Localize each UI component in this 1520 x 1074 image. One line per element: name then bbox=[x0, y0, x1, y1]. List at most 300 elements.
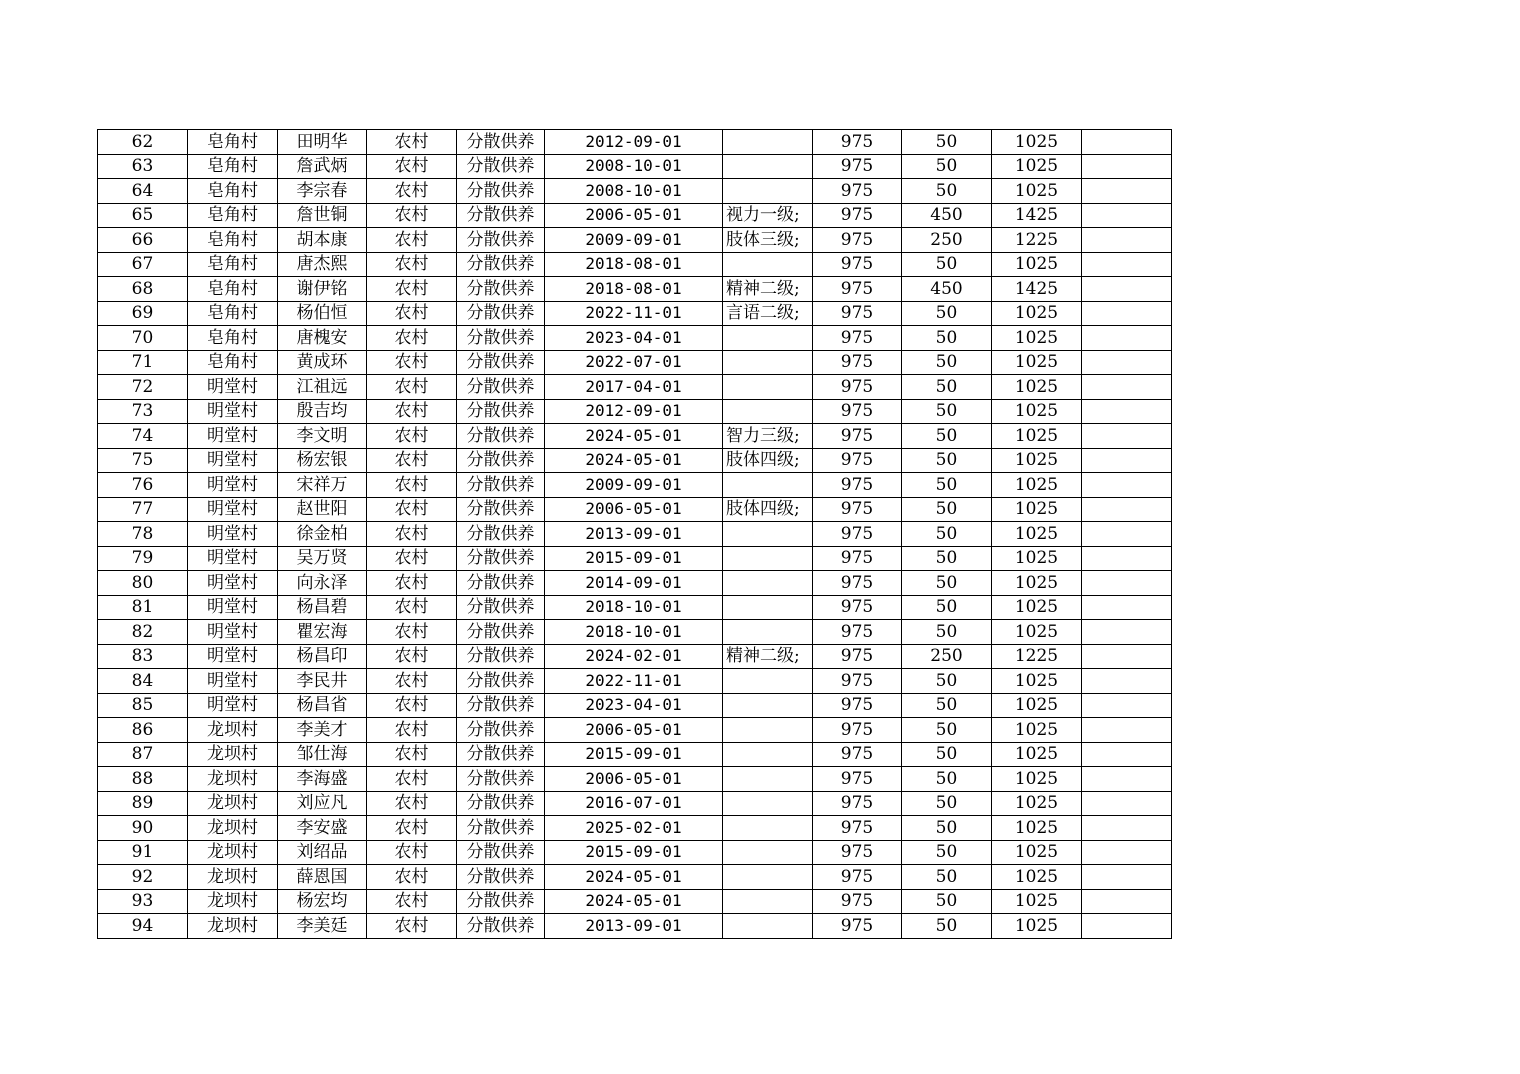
cell-disability-note bbox=[723, 693, 813, 718]
cell-start-date: 2015-09-01 bbox=[545, 546, 723, 571]
cell-support-mode: 分散供养 bbox=[457, 179, 545, 204]
cell-village: 龙坝村 bbox=[188, 865, 278, 890]
cell-extra bbox=[1082, 816, 1172, 841]
cell-name: 杨宏均 bbox=[278, 889, 367, 914]
cell-base-amount: 975 bbox=[813, 497, 902, 522]
cell-name: 唐杰熙 bbox=[278, 252, 367, 277]
cell-village: 明堂村 bbox=[188, 424, 278, 449]
cell-base-amount: 975 bbox=[813, 277, 902, 302]
cell-name: 谢伊铭 bbox=[278, 277, 367, 302]
cell-support-mode: 分散供养 bbox=[457, 350, 545, 375]
table-row bbox=[98, 179, 1172, 204]
cell-area-type: 农村 bbox=[367, 252, 457, 277]
cell-total-amount: 1025 bbox=[992, 522, 1082, 547]
cell-start-date: 2008-10-01 bbox=[545, 179, 723, 204]
cell-start-date: 2006-05-01 bbox=[545, 767, 723, 792]
table-row bbox=[98, 914, 1172, 939]
cell-extra bbox=[1082, 130, 1172, 155]
cell-village: 皂角村 bbox=[188, 130, 278, 155]
cell-name: 徐金柏 bbox=[278, 522, 367, 547]
cell-support-mode: 分散供养 bbox=[457, 718, 545, 743]
table-row bbox=[98, 448, 1172, 473]
cell-name: 李海盛 bbox=[278, 767, 367, 792]
cell-village: 龙坝村 bbox=[188, 840, 278, 865]
cell-area-type: 农村 bbox=[367, 326, 457, 351]
cell-disability-note: 肢体四级; bbox=[723, 497, 813, 522]
cell-subsidy-amount: 50 bbox=[902, 375, 992, 400]
cell-area-type: 农村 bbox=[367, 130, 457, 155]
cell-subsidy-amount: 50 bbox=[902, 718, 992, 743]
cell-total-amount: 1025 bbox=[992, 718, 1082, 743]
cell-name: 李宗春 bbox=[278, 179, 367, 204]
cell-support-mode: 分散供养 bbox=[457, 399, 545, 424]
cell-base-amount: 975 bbox=[813, 669, 902, 694]
cell-area-type: 农村 bbox=[367, 522, 457, 547]
cell-base-amount: 975 bbox=[813, 840, 902, 865]
cell-village: 明堂村 bbox=[188, 571, 278, 596]
table-body bbox=[98, 130, 1172, 939]
cell-start-date: 2022-07-01 bbox=[545, 350, 723, 375]
cell-start-date: 2012-09-01 bbox=[545, 399, 723, 424]
cell-area-type: 农村 bbox=[367, 693, 457, 718]
cell-total-amount: 1025 bbox=[992, 865, 1082, 890]
cell-index: 62 bbox=[98, 130, 188, 155]
cell-support-mode: 分散供养 bbox=[457, 154, 545, 179]
cell-index: 73 bbox=[98, 399, 188, 424]
cell-area-type: 农村 bbox=[367, 889, 457, 914]
cell-disability-note bbox=[723, 767, 813, 792]
cell-total-amount: 1025 bbox=[992, 448, 1082, 473]
cell-start-date: 2006-05-01 bbox=[545, 497, 723, 522]
cell-base-amount: 975 bbox=[813, 767, 902, 792]
table-row bbox=[98, 252, 1172, 277]
cell-total-amount: 1025 bbox=[992, 350, 1082, 375]
cell-support-mode: 分散供养 bbox=[457, 326, 545, 351]
cell-index: 80 bbox=[98, 571, 188, 596]
cell-extra bbox=[1082, 497, 1172, 522]
cell-start-date: 2006-05-01 bbox=[545, 718, 723, 743]
cell-index: 92 bbox=[98, 865, 188, 890]
cell-area-type: 农村 bbox=[367, 571, 457, 596]
cell-total-amount: 1425 bbox=[992, 277, 1082, 302]
cell-disability-note bbox=[723, 130, 813, 155]
cell-index: 91 bbox=[98, 840, 188, 865]
cell-name: 刘应凡 bbox=[278, 791, 367, 816]
cell-start-date: 2015-09-01 bbox=[545, 742, 723, 767]
cell-name: 赵世阳 bbox=[278, 497, 367, 522]
cell-base-amount: 975 bbox=[813, 595, 902, 620]
table-row bbox=[98, 889, 1172, 914]
cell-support-mode: 分散供养 bbox=[457, 252, 545, 277]
cell-support-mode: 分散供养 bbox=[457, 473, 545, 498]
cell-index: 78 bbox=[98, 522, 188, 547]
cell-name: 吴万贤 bbox=[278, 546, 367, 571]
cell-area-type: 农村 bbox=[367, 840, 457, 865]
cell-start-date: 2015-09-01 bbox=[545, 840, 723, 865]
cell-start-date: 2008-10-01 bbox=[545, 154, 723, 179]
cell-extra bbox=[1082, 301, 1172, 326]
cell-index: 82 bbox=[98, 620, 188, 645]
cell-disability-note bbox=[723, 791, 813, 816]
cell-base-amount: 975 bbox=[813, 816, 902, 841]
cell-start-date: 2025-02-01 bbox=[545, 816, 723, 841]
cell-extra bbox=[1082, 767, 1172, 792]
cell-support-mode: 分散供养 bbox=[457, 277, 545, 302]
cell-base-amount: 975 bbox=[813, 252, 902, 277]
cell-subsidy-amount: 50 bbox=[902, 154, 992, 179]
cell-base-amount: 975 bbox=[813, 522, 902, 547]
cell-subsidy-amount: 50 bbox=[902, 522, 992, 547]
cell-support-mode: 分散供养 bbox=[457, 840, 545, 865]
cell-base-amount: 975 bbox=[813, 154, 902, 179]
cell-area-type: 农村 bbox=[367, 546, 457, 571]
cell-base-amount: 975 bbox=[813, 693, 902, 718]
cell-support-mode: 分散供养 bbox=[457, 497, 545, 522]
cell-name: 杨宏银 bbox=[278, 448, 367, 473]
cell-name: 李美廷 bbox=[278, 914, 367, 939]
cell-base-amount: 975 bbox=[813, 473, 902, 498]
table-row bbox=[98, 326, 1172, 351]
cell-subsidy-amount: 50 bbox=[902, 399, 992, 424]
cell-start-date: 2022-11-01 bbox=[545, 301, 723, 326]
cell-subsidy-amount: 50 bbox=[902, 473, 992, 498]
cell-extra bbox=[1082, 252, 1172, 277]
cell-base-amount: 975 bbox=[813, 375, 902, 400]
cell-area-type: 农村 bbox=[367, 914, 457, 939]
cell-start-date: 2023-04-01 bbox=[545, 326, 723, 351]
cell-subsidy-amount: 50 bbox=[902, 326, 992, 351]
cell-area-type: 农村 bbox=[367, 595, 457, 620]
cell-index: 79 bbox=[98, 546, 188, 571]
cell-extra bbox=[1082, 644, 1172, 669]
cell-start-date: 2023-04-01 bbox=[545, 693, 723, 718]
cell-start-date: 2024-02-01 bbox=[545, 644, 723, 669]
cell-subsidy-amount: 50 bbox=[902, 742, 992, 767]
cell-name: 殷吉均 bbox=[278, 399, 367, 424]
cell-base-amount: 975 bbox=[813, 399, 902, 424]
cell-subsidy-amount: 50 bbox=[902, 546, 992, 571]
cell-start-date: 2013-09-01 bbox=[545, 522, 723, 547]
table-row bbox=[98, 816, 1172, 841]
cell-support-mode: 分散供养 bbox=[457, 546, 545, 571]
cell-village: 明堂村 bbox=[188, 595, 278, 620]
cell-village: 明堂村 bbox=[188, 669, 278, 694]
cell-name: 黄成环 bbox=[278, 350, 367, 375]
cell-village: 皂角村 bbox=[188, 301, 278, 326]
cell-start-date: 2024-05-01 bbox=[545, 424, 723, 449]
cell-subsidy-amount: 50 bbox=[902, 669, 992, 694]
cell-total-amount: 1025 bbox=[992, 571, 1082, 596]
cell-total-amount: 1025 bbox=[992, 130, 1082, 155]
cell-extra bbox=[1082, 791, 1172, 816]
cell-extra bbox=[1082, 620, 1172, 645]
cell-base-amount: 975 bbox=[813, 791, 902, 816]
cell-village: 龙坝村 bbox=[188, 791, 278, 816]
table-row bbox=[98, 277, 1172, 302]
cell-base-amount: 975 bbox=[813, 914, 902, 939]
cell-extra bbox=[1082, 424, 1172, 449]
cell-area-type: 农村 bbox=[367, 718, 457, 743]
cell-area-type: 农村 bbox=[367, 620, 457, 645]
cell-index: 72 bbox=[98, 375, 188, 400]
cell-index: 64 bbox=[98, 179, 188, 204]
cell-name: 唐槐安 bbox=[278, 326, 367, 351]
cell-base-amount: 975 bbox=[813, 644, 902, 669]
cell-name: 邹仕海 bbox=[278, 742, 367, 767]
cell-start-date: 2006-05-01 bbox=[545, 203, 723, 228]
cell-subsidy-amount: 250 bbox=[902, 644, 992, 669]
cell-disability-note bbox=[723, 154, 813, 179]
cell-index: 68 bbox=[98, 277, 188, 302]
cell-name: 詹世铜 bbox=[278, 203, 367, 228]
cell-area-type: 农村 bbox=[367, 228, 457, 253]
cell-disability-note bbox=[723, 571, 813, 596]
cell-index: 84 bbox=[98, 669, 188, 694]
cell-extra bbox=[1082, 840, 1172, 865]
cell-total-amount: 1025 bbox=[992, 301, 1082, 326]
table-row bbox=[98, 865, 1172, 890]
cell-base-amount: 975 bbox=[813, 326, 902, 351]
cell-disability-note bbox=[723, 742, 813, 767]
cell-total-amount: 1425 bbox=[992, 203, 1082, 228]
cell-extra bbox=[1082, 399, 1172, 424]
cell-name: 李安盛 bbox=[278, 816, 367, 841]
cell-village: 龙坝村 bbox=[188, 718, 278, 743]
cell-total-amount: 1025 bbox=[992, 914, 1082, 939]
cell-start-date: 2024-05-01 bbox=[545, 865, 723, 890]
cell-index: 89 bbox=[98, 791, 188, 816]
cell-start-date: 2022-11-01 bbox=[545, 669, 723, 694]
cell-area-type: 农村 bbox=[367, 350, 457, 375]
cell-subsidy-amount: 450 bbox=[902, 277, 992, 302]
cell-extra bbox=[1082, 448, 1172, 473]
cell-extra bbox=[1082, 742, 1172, 767]
table-row bbox=[98, 571, 1172, 596]
cell-extra bbox=[1082, 595, 1172, 620]
cell-extra bbox=[1082, 473, 1172, 498]
cell-area-type: 农村 bbox=[367, 375, 457, 400]
cell-village: 明堂村 bbox=[188, 522, 278, 547]
cell-start-date: 2014-09-01 bbox=[545, 571, 723, 596]
cell-extra bbox=[1082, 522, 1172, 547]
cell-extra bbox=[1082, 277, 1172, 302]
cell-total-amount: 1025 bbox=[992, 595, 1082, 620]
table-row bbox=[98, 130, 1172, 155]
cell-subsidy-amount: 50 bbox=[902, 301, 992, 326]
cell-area-type: 农村 bbox=[367, 424, 457, 449]
cell-start-date: 2017-04-01 bbox=[545, 375, 723, 400]
cell-index: 63 bbox=[98, 154, 188, 179]
cell-index: 77 bbox=[98, 497, 188, 522]
cell-village: 明堂村 bbox=[188, 399, 278, 424]
cell-base-amount: 975 bbox=[813, 424, 902, 449]
cell-area-type: 农村 bbox=[367, 277, 457, 302]
cell-base-amount: 975 bbox=[813, 448, 902, 473]
cell-index: 69 bbox=[98, 301, 188, 326]
cell-name: 杨昌碧 bbox=[278, 595, 367, 620]
cell-name: 瞿宏海 bbox=[278, 620, 367, 645]
cell-subsidy-amount: 50 bbox=[902, 350, 992, 375]
cell-area-type: 农村 bbox=[367, 154, 457, 179]
cell-disability-note: 精神二级; bbox=[723, 644, 813, 669]
cell-extra bbox=[1082, 326, 1172, 351]
cell-total-amount: 1025 bbox=[992, 791, 1082, 816]
cell-total-amount: 1025 bbox=[992, 767, 1082, 792]
cell-index: 76 bbox=[98, 473, 188, 498]
cell-village: 明堂村 bbox=[188, 473, 278, 498]
cell-name: 詹武炳 bbox=[278, 154, 367, 179]
cell-disability-note: 肢体三级; bbox=[723, 228, 813, 253]
cell-name: 向永泽 bbox=[278, 571, 367, 596]
cell-total-amount: 1025 bbox=[992, 840, 1082, 865]
cell-village: 皂角村 bbox=[188, 350, 278, 375]
table-row bbox=[98, 595, 1172, 620]
cell-start-date: 2012-09-01 bbox=[545, 130, 723, 155]
cell-base-amount: 975 bbox=[813, 301, 902, 326]
cell-area-type: 农村 bbox=[367, 767, 457, 792]
cell-total-amount: 1025 bbox=[992, 424, 1082, 449]
cell-extra bbox=[1082, 203, 1172, 228]
cell-village: 皂角村 bbox=[188, 228, 278, 253]
cell-extra bbox=[1082, 546, 1172, 571]
cell-subsidy-amount: 50 bbox=[902, 889, 992, 914]
cell-village: 龙坝村 bbox=[188, 914, 278, 939]
cell-name: 李美才 bbox=[278, 718, 367, 743]
cell-area-type: 农村 bbox=[367, 179, 457, 204]
cell-extra bbox=[1082, 228, 1172, 253]
cell-support-mode: 分散供养 bbox=[457, 767, 545, 792]
cell-name: 杨昌印 bbox=[278, 644, 367, 669]
cell-support-mode: 分散供养 bbox=[457, 228, 545, 253]
cell-support-mode: 分散供养 bbox=[457, 620, 545, 645]
cell-extra bbox=[1082, 889, 1172, 914]
cell-support-mode: 分散供养 bbox=[457, 693, 545, 718]
table-row bbox=[98, 350, 1172, 375]
cell-subsidy-amount: 50 bbox=[902, 865, 992, 890]
cell-extra bbox=[1082, 669, 1172, 694]
cell-village: 皂角村 bbox=[188, 277, 278, 302]
cell-disability-note: 智力三级; bbox=[723, 424, 813, 449]
cell-index: 81 bbox=[98, 595, 188, 620]
cell-subsidy-amount: 50 bbox=[902, 840, 992, 865]
cell-disability-note bbox=[723, 865, 813, 890]
cell-area-type: 农村 bbox=[367, 497, 457, 522]
cell-extra bbox=[1082, 865, 1172, 890]
cell-index: 74 bbox=[98, 424, 188, 449]
cell-index: 66 bbox=[98, 228, 188, 253]
cell-subsidy-amount: 50 bbox=[902, 497, 992, 522]
cell-support-mode: 分散供养 bbox=[457, 742, 545, 767]
table-row bbox=[98, 154, 1172, 179]
cell-index: 71 bbox=[98, 350, 188, 375]
table-row bbox=[98, 546, 1172, 571]
cell-village: 明堂村 bbox=[188, 693, 278, 718]
cell-subsidy-amount: 50 bbox=[902, 914, 992, 939]
cell-disability-note: 言语二级; bbox=[723, 301, 813, 326]
cell-subsidy-amount: 50 bbox=[902, 130, 992, 155]
table-row bbox=[98, 522, 1172, 547]
data-table bbox=[97, 129, 1172, 939]
cell-disability-note bbox=[723, 399, 813, 424]
cell-subsidy-amount: 50 bbox=[902, 252, 992, 277]
cell-disability-note bbox=[723, 350, 813, 375]
cell-village: 龙坝村 bbox=[188, 889, 278, 914]
cell-name: 宋祥万 bbox=[278, 473, 367, 498]
table-row bbox=[98, 718, 1172, 743]
cell-index: 93 bbox=[98, 889, 188, 914]
cell-start-date: 2018-10-01 bbox=[545, 595, 723, 620]
cell-village: 皂角村 bbox=[188, 326, 278, 351]
cell-extra bbox=[1082, 350, 1172, 375]
cell-start-date: 2013-09-01 bbox=[545, 914, 723, 939]
cell-start-date: 2009-09-01 bbox=[545, 228, 723, 253]
cell-name: 李民井 bbox=[278, 669, 367, 694]
cell-subsidy-amount: 50 bbox=[902, 595, 992, 620]
cell-index: 90 bbox=[98, 816, 188, 841]
cell-name: 薛恩国 bbox=[278, 865, 367, 890]
cell-total-amount: 1025 bbox=[992, 742, 1082, 767]
cell-name: 田明华 bbox=[278, 130, 367, 155]
cell-disability-note bbox=[723, 889, 813, 914]
cell-start-date: 2018-08-01 bbox=[545, 252, 723, 277]
table-row bbox=[98, 228, 1172, 253]
table-row bbox=[98, 620, 1172, 645]
cell-disability-note bbox=[723, 914, 813, 939]
cell-base-amount: 975 bbox=[813, 203, 902, 228]
table-row bbox=[98, 399, 1172, 424]
cell-index: 83 bbox=[98, 644, 188, 669]
cell-base-amount: 975 bbox=[813, 889, 902, 914]
cell-index: 94 bbox=[98, 914, 188, 939]
cell-total-amount: 1025 bbox=[992, 693, 1082, 718]
cell-area-type: 农村 bbox=[367, 791, 457, 816]
cell-total-amount: 1025 bbox=[992, 399, 1082, 424]
cell-base-amount: 975 bbox=[813, 546, 902, 571]
cell-total-amount: 1025 bbox=[992, 816, 1082, 841]
cell-support-mode: 分散供养 bbox=[457, 571, 545, 596]
cell-total-amount: 1025 bbox=[992, 546, 1082, 571]
cell-support-mode: 分散供养 bbox=[457, 130, 545, 155]
cell-extra bbox=[1082, 571, 1172, 596]
cell-village: 皂角村 bbox=[188, 154, 278, 179]
cell-support-mode: 分散供养 bbox=[457, 669, 545, 694]
cell-extra bbox=[1082, 914, 1172, 939]
table-row bbox=[98, 301, 1172, 326]
cell-base-amount: 975 bbox=[813, 571, 902, 596]
cell-disability-note bbox=[723, 816, 813, 841]
cell-total-amount: 1025 bbox=[992, 473, 1082, 498]
cell-village: 龙坝村 bbox=[188, 742, 278, 767]
cell-area-type: 农村 bbox=[367, 399, 457, 424]
cell-index: 86 bbox=[98, 718, 188, 743]
cell-name: 杨伯恒 bbox=[278, 301, 367, 326]
table-row bbox=[98, 840, 1172, 865]
cell-total-amount: 1025 bbox=[992, 179, 1082, 204]
cell-subsidy-amount: 50 bbox=[902, 179, 992, 204]
cell-support-mode: 分散供养 bbox=[457, 865, 545, 890]
cell-village: 明堂村 bbox=[188, 375, 278, 400]
cell-index: 67 bbox=[98, 252, 188, 277]
cell-extra bbox=[1082, 718, 1172, 743]
cell-base-amount: 975 bbox=[813, 228, 902, 253]
cell-name: 江祖远 bbox=[278, 375, 367, 400]
cell-village: 明堂村 bbox=[188, 620, 278, 645]
cell-area-type: 农村 bbox=[367, 742, 457, 767]
cell-support-mode: 分散供养 bbox=[457, 301, 545, 326]
cell-start-date: 2016-07-01 bbox=[545, 791, 723, 816]
cell-index: 85 bbox=[98, 693, 188, 718]
table-row bbox=[98, 644, 1172, 669]
